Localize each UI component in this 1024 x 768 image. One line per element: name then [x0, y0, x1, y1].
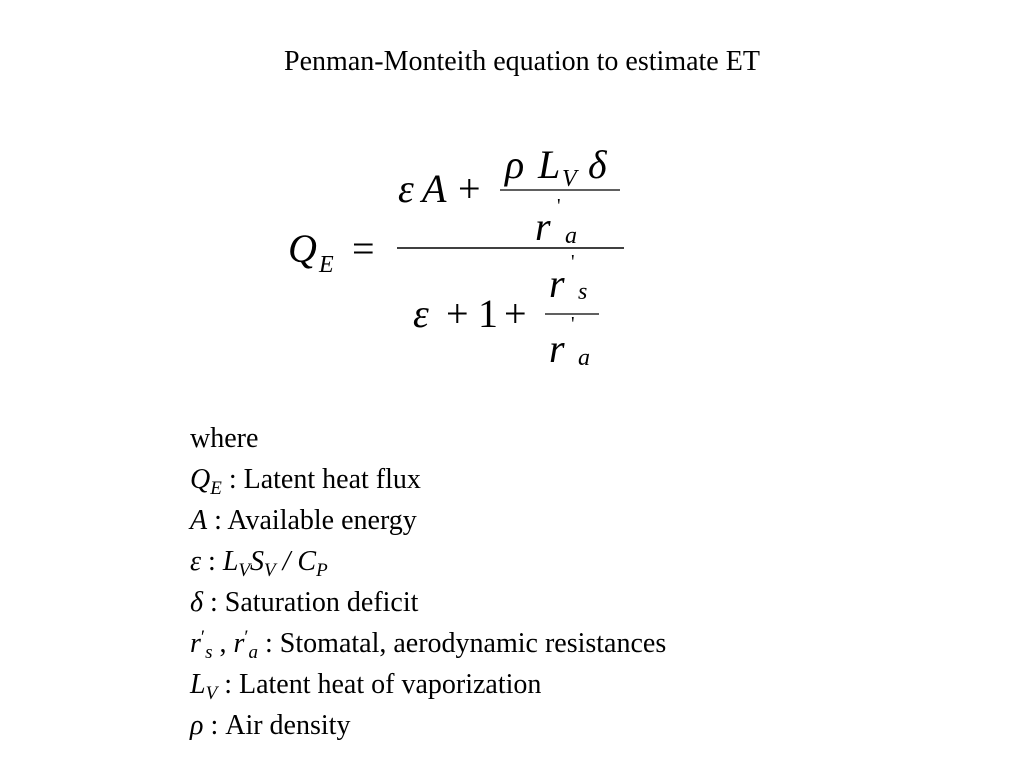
legend-eps-sep: : — [201, 546, 223, 577]
legend-rs-symbol: r — [190, 628, 201, 659]
formula-epsilon-bottom: ε — [413, 291, 429, 336]
formula-rs-sub: s — [578, 279, 588, 305]
legend-lv-symbol: L — [190, 669, 206, 700]
formula-ra-bottom-sub: a — [578, 345, 590, 371]
legend-qe-sub: E — [210, 478, 222, 499]
formula-r-s: r — [549, 261, 565, 306]
formula-epsilon-top: ε — [398, 166, 414, 211]
legend-resist-desc: : Stomatal, aerodynamic resistances — [258, 628, 667, 659]
formula-q: Q — [288, 226, 317, 271]
legend-rs-prime: ′ — [200, 627, 206, 648]
legend-qe-symbol: Q — [190, 464, 211, 495]
formula-r-top: r — [535, 204, 551, 249]
legend-row-a — [190, 500, 666, 541]
legend-row-rho — [190, 705, 666, 746]
formula-l-sub: V — [562, 166, 577, 192]
legend-rho-desc: : Air density — [203, 710, 351, 741]
legend-eps-symbol: ε — [190, 546, 202, 577]
formula-prime-rs: ' — [571, 251, 575, 273]
legend-resist-comma: , — [212, 628, 234, 659]
legend-row-lv — [190, 664, 666, 705]
legend-eps-s-sub: V — [264, 560, 276, 581]
legend-row-epsilon — [190, 541, 666, 582]
legend-delta-symbol: δ — [190, 587, 204, 618]
formula-ra-top-sub: a — [565, 223, 577, 249]
page-title: Penman-Monteith equation to estimate ET — [284, 46, 760, 77]
legend-delta-desc: : Saturation deficit — [203, 587, 419, 618]
legend-eps-c: C — [297, 546, 317, 577]
formula-r-bottom: r — [549, 326, 565, 371]
legend-ra-prime: ′ — [244, 627, 249, 648]
formula-rho: ρ — [505, 142, 525, 187]
legend-where — [190, 418, 666, 459]
legend-eps-c-sub: P — [316, 560, 328, 581]
legend-a-desc: : Available energy — [207, 505, 417, 536]
legend-row-resistances — [190, 623, 666, 664]
legend-a-symbol: A — [190, 505, 208, 536]
legend-ra-symbol: r — [233, 628, 245, 659]
legend-lv-desc: : Latent heat of vaporization — [217, 669, 542, 700]
legend-ra-sub: a — [248, 642, 259, 663]
legend-eps-slash: / — [275, 546, 298, 577]
variable-legend — [190, 418, 666, 746]
formula-plus-bottom-2: + — [504, 291, 527, 336]
legend-row-qe — [190, 459, 666, 500]
formula-prime-ra-bottom: ' — [571, 313, 575, 335]
legend-lv-sub: V — [205, 683, 218, 704]
legend-eps-l-sub: V — [238, 560, 251, 581]
formula-prime-ra-top: ' — [557, 195, 561, 217]
legend-where-text: where — [190, 423, 259, 454]
formula-plus-top: + — [458, 166, 481, 211]
legend-rho-symbol: ρ — [190, 710, 204, 741]
legend-row-delta — [190, 582, 666, 623]
formula-a: A — [422, 166, 447, 211]
formula-l: L — [538, 142, 561, 187]
formula-q-sub: E — [319, 252, 334, 278]
legend-eps-l: L — [222, 546, 239, 577]
formula-one: 1 — [478, 291, 498, 336]
legend-rs-sub: s — [205, 642, 213, 663]
legend-qe-desc: : Latent heat flux — [221, 464, 421, 495]
formula-equals: = — [352, 226, 375, 271]
formula-plus-bottom-1: + — [446, 291, 469, 336]
legend-eps-s: S — [250, 546, 265, 577]
formula-delta: δ — [588, 142, 607, 187]
